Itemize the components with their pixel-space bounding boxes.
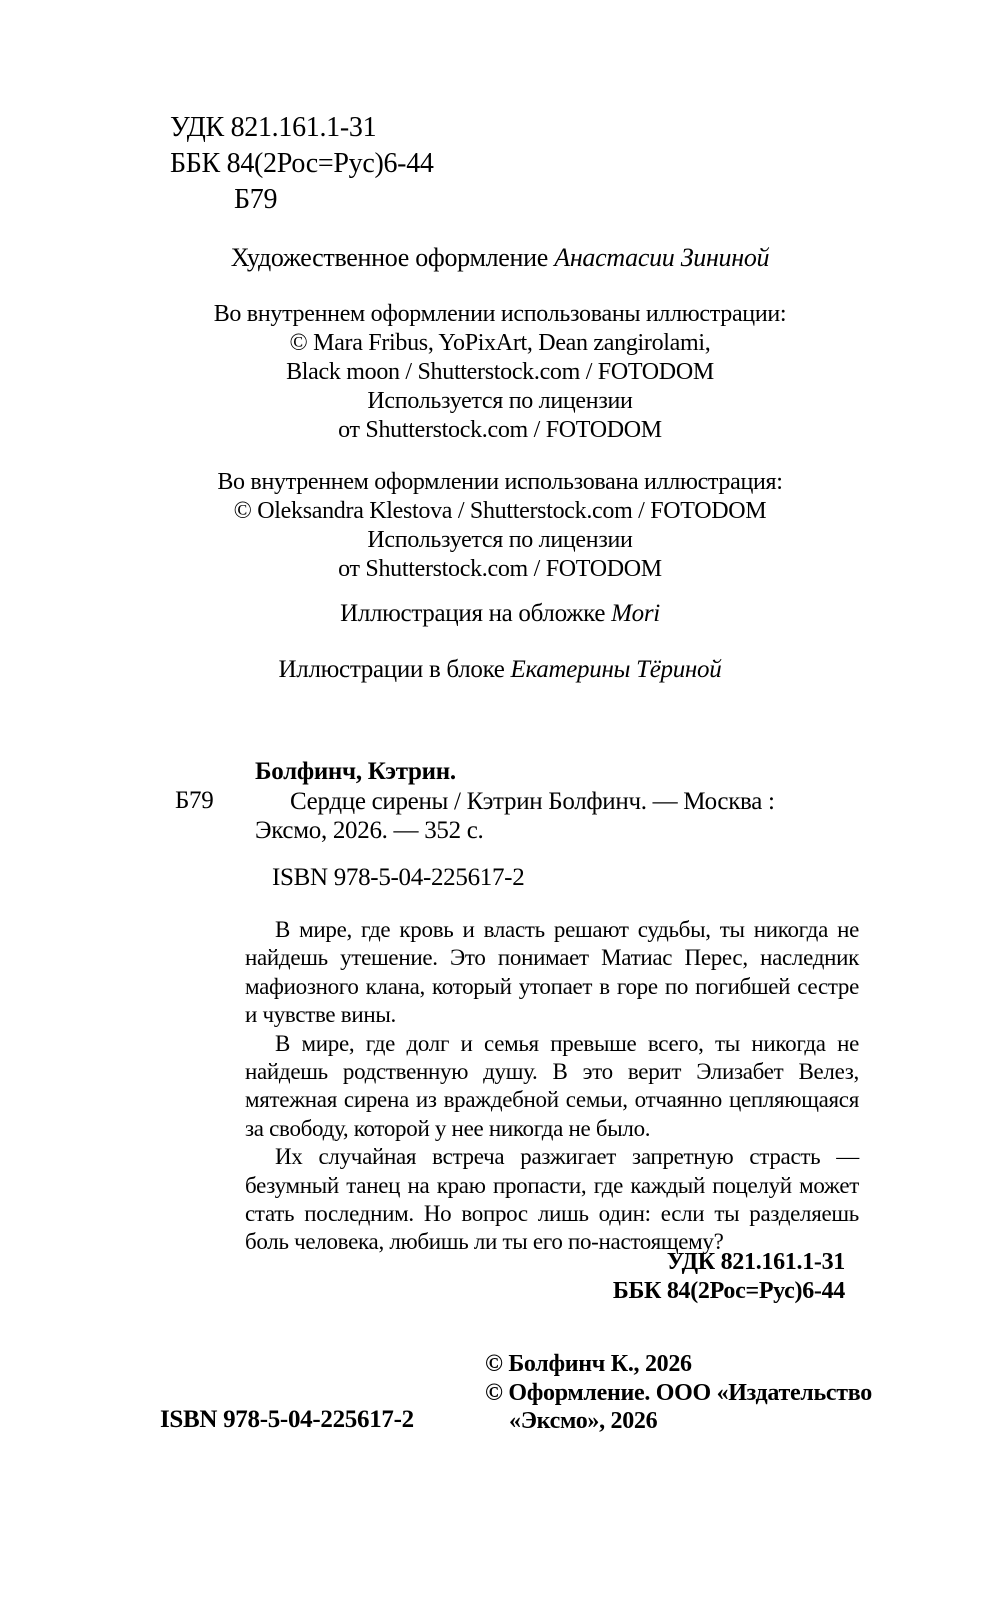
- credit-line: Во внутреннем оформлении использована иллюстрация:: [217, 469, 783, 495]
- catalog-author-code: Б79: [175, 787, 214, 814]
- isbn: ISBN 978-5-04-225617-2: [160, 1406, 414, 1433]
- copyright-author-line: © Болфинч К., 2026: [485, 1351, 692, 1377]
- credit-line: Во внутреннем оформлении использованы иллюстрации:: [213, 301, 787, 327]
- catalog-author: Болфинч, Кэтрин.: [255, 758, 456, 785]
- credit-line: © Mara Fribus, YoPixArt, Dean zangirolami,: [289, 330, 711, 356]
- designer-name: Анастасии Зининой: [554, 243, 770, 272]
- cover-illustration-credit: [140, 600, 860, 628]
- annotation: [245, 916, 859, 1257]
- credit-line: Black moon / Shutterstock.com / FOTODOM: [286, 359, 714, 385]
- footer-udk-code: УДК 821.161.1-31: [666, 1249, 845, 1275]
- udk-code: УДК 821.161.1-31: [170, 112, 377, 143]
- annotation-paragraph: В мире, где кровь и власть решают судьбы, ты никогда не найдешь утешение. Это понимает Матиас Перес, наследник мафиозного клана, который утопает в горе по погибшей сестре и чувстве вины.: [245, 917, 859, 1028]
- copyright-publisher-line: © Оформление. ООО «Издательство: [485, 1379, 872, 1406]
- bibliographic-codes: [170, 110, 434, 218]
- copyright-publisher-line: «Эксмо», 2026: [509, 1408, 658, 1434]
- footer-bibliographic-codes: [440, 1248, 845, 1306]
- cover-artist-name: Mori: [611, 600, 660, 627]
- credit-line: Используется по лицензии: [367, 388, 633, 414]
- block-credit-label: Иллюстрации в блоке: [278, 656, 511, 683]
- annotation-paragraph: Их случайная встреча разжигает запретную страсть — безумный танец на краю пропасти, где каждый поцелуй может стать последним. Но вопрос лишь один: если ты разделяешь боль человека, любишь ли ты его по-настоящему?: [245, 1144, 859, 1255]
- credit-line: © Oleksandra Klestova / Shutterstock.com / FOTODOM: [233, 498, 767, 524]
- annotation-paragraph: В мире, где долг и семья превыше всего, ты никогда не найдешь родственную душу. В это верит Элизабет Велез, мятежная сирена из враждебной семьи, отчаянно цепляющаяся за свободу, которой у нее никогда не было.: [245, 1030, 859, 1141]
- bbk-code: ББК 84(2Рос=Рус)6-44: [170, 148, 434, 179]
- copyright-block: [485, 1350, 872, 1436]
- credit-line: Используется по лицензии: [367, 527, 633, 553]
- footer-bbk-code: ББК 84(2Рос=Рус)6-44: [612, 1278, 845, 1304]
- block-artist-name: Екатерины Тёриной: [510, 656, 722, 683]
- catalog-entry: [255, 787, 875, 845]
- interior-illustrations-credit-1: [140, 300, 860, 445]
- author-sign-code: Б79: [234, 184, 278, 215]
- credit-line: от Shutterstock.com / FOTODOM: [338, 556, 662, 582]
- interior-illustrations-credit-2: [140, 468, 860, 584]
- design-credit: [140, 243, 860, 273]
- catalog-isbn: ISBN 978-5-04-225617-2: [272, 864, 525, 891]
- block-illustrations-credit: [140, 656, 860, 684]
- credit-line: от Shutterstock.com / FOTODOM: [338, 417, 662, 443]
- cover-credit-label: Иллюстрация на обложке: [340, 600, 612, 627]
- catalog-entry-line: Сердце сирены / Кэтрин Болфинч. — Москва :: [290, 788, 775, 815]
- design-credit-label: Художественное оформление: [230, 243, 555, 272]
- catalog-entry-line: Эксмо, 2026. — 352 с.: [255, 817, 484, 844]
